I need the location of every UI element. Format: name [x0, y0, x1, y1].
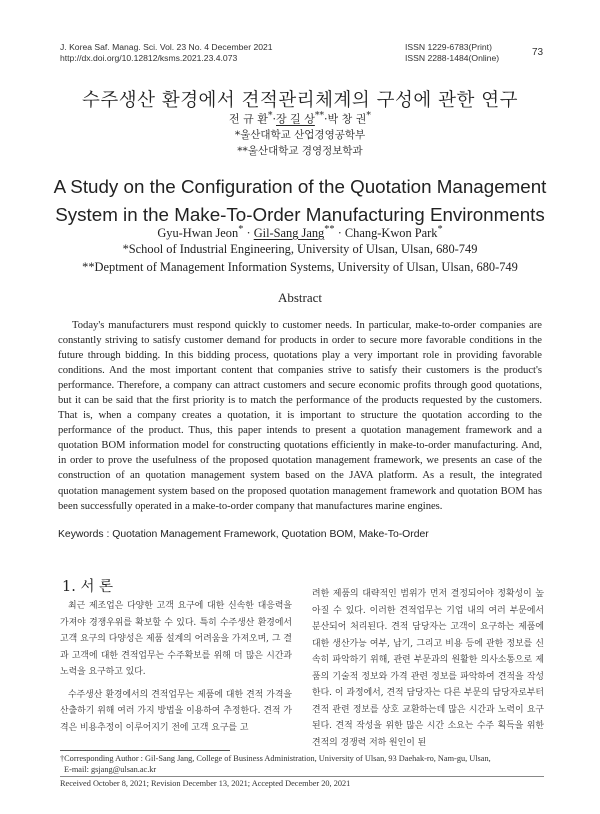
- issn-print: ISSN 1229-6783(Print): [405, 42, 492, 52]
- received-dates: Received October 8, 2021; Revision December 13, 2021; Accepted December 20, 2021: [60, 779, 351, 788]
- keywords: Keywords : Quotation Management Framework, Quotation BOM, Make-To-Order: [58, 529, 429, 540]
- paragraph: 려한 제품의 대략적인 범위가 먼저 결정되어야 정확성이 높아질 수 있다. 이러한 견적업무는 기업 내의 여러 부문에서 분산되어 처리된다. 견적 담당자는 고객이 요구하는 제품에 대한 생산가능 여부, 납기, 그리고 비용 등에 관한 정보를 신속히 파악하기 위해, 관련 부문과의 원활한 의사소통으로 제품의 기술적 정보와 가격 관련 정보를 파악하여 견적을 작성한다. 이 과정에서, 견적 담당자는 다른 부문의 담당자로부터 견적 관련 정보를 상호 교환하는데 많은 시간과 노력이 요구된다. 견적 작성을 위한 많은 시간 소요는 수주 획득을 위한 견적의 경쟁력 저하 원인이 된: [312, 589, 544, 748]
- korean-author-2: 장 길 상: [275, 112, 315, 126]
- english-affiliation-1: *School of Industrial Engineering, University of Ulsan, Ulsan, 680-749: [122, 242, 478, 256]
- corresponding-author-note: †Corresponding Author : Gil-Sang Jang, College of Business Administration, University of Ulsan, 93 Daehak-ro, Nam-gu, Ulsan,: [60, 754, 491, 763]
- page-number: 73: [532, 47, 544, 58]
- korean-affiliation-2: **울산대학교 경영정보학과: [237, 145, 363, 157]
- right-column: [312, 586, 544, 751]
- journal-volume-line: J. Korea Saf. Manag. Sci. Vol. 23 No. 4 December 2021: [60, 42, 273, 52]
- issn-online: ISSN 2288-1484(Online): [405, 53, 500, 63]
- email-line[interactable]: E-mail: gsjang@ulsan.ac.kr: [64, 765, 157, 774]
- abstract-heading: Abstract: [277, 290, 323, 305]
- author-mark: *: [366, 110, 371, 121]
- english-author-3: Chang-Kwon Park: [344, 226, 438, 241]
- english-authors: [0, 224, 600, 241]
- english-title-line-2: System in the Make-To-Order Manufacturing Environments: [55, 204, 545, 225]
- author-mark: **: [314, 110, 325, 121]
- doi-link[interactable]: http://dx.doi.org/10.12812/ksms.2021.23.4.073: [60, 53, 238, 63]
- author-separator: ·: [324, 112, 328, 126]
- abstract-body: [58, 318, 542, 514]
- footnote-separator: [60, 776, 544, 777]
- left-column: [60, 598, 292, 736]
- author-mark: *: [267, 110, 273, 121]
- author-separator: ·: [272, 112, 276, 126]
- section-heading: 1. 서 론: [62, 579, 114, 595]
- english-affiliation-2: **Deptment of Management Information Systems, University of Ulsan, Ulsan, 680-749: [82, 260, 518, 274]
- author-mark: *: [437, 224, 443, 235]
- author-separator: ·: [243, 226, 254, 241]
- english-title-line-1: A Study on the Configuration of the Quotation Management: [53, 176, 547, 197]
- paragraph: 수주생산 환경에서의 견적업무는 제품에 대한 견적 가격을 산출하기 위해 여러 가지 방법을 이용하여 추정한다. 견적 가격은 비용추정이 이루어지기 전에 고객 요구를 고: [60, 689, 292, 733]
- journal-citation: [60, 42, 273, 64]
- korean-author-1: 전 규 환: [229, 112, 268, 126]
- korean-affiliation-1: *울산대학교 산업경영공학부: [234, 129, 366, 141]
- footnote-divider: [60, 750, 230, 751]
- abstract-text: Today's manufacturers must respond quickly to customer needs. In particular, make-to-order companies are constantly striving to satisfy customer demand for products in order to secure more favorable conditions in the future through bidding. In this bidding process, quotations play a very important role in providing favorable conditions. And the most important content that companies strive to satisfy their customers is the product's performance. Therefore, a company can attract customers and secure economic profits through good quotations, but it can be said that the first priority is to match the performance of the products requested by the customers. That is, when a company creates a quotation, it is important to structure the quotation according to the performance of the product. Thus, this paper intends to present a quotation management framework and a quotation BOM information model for constructing quotations efficiently in make-to-order manufacturing. And, in order to prove the usefulness of the proposed quotation management framework, we presents an case of the construction of an quotation management system based on the JAVA platform. As a result, the integrated quotation management system based on the proposed quotation management framework and quotation BOM has been successfully operated in a make-to-order company that manufactures marine engines.: [58, 320, 542, 512]
- paragraph: 최근 제조업은 다양한 고객 요구에 대한 신속한 대응력을 가져야 경쟁우위를 확보할 수 있다. 특히 수주생산 환경에서 고객 요구의 다양성은 제품 설계의 어려움을 가져오며, 그 결과 고객에 대한 견적업무는 수주확보를 위해 더 많은 시간과 노력을 요구하고 있다.: [60, 601, 292, 677]
- author-mark: **: [324, 224, 335, 235]
- korean-authors: [0, 110, 600, 127]
- english-author-1: Gyu-Hwan Jeon: [157, 226, 239, 241]
- issn-block: [405, 42, 499, 64]
- author-separator: ·: [334, 226, 345, 241]
- author-mark: *: [238, 224, 244, 235]
- english-title: [0, 173, 600, 229]
- english-author-2: Gil-Sang Jang: [253, 226, 325, 241]
- korean-author-3: 박 창 권: [327, 112, 367, 126]
- korean-title: 수주생산 환경에서 견적관리체계의 구성에 관한 연구: [81, 90, 519, 111]
